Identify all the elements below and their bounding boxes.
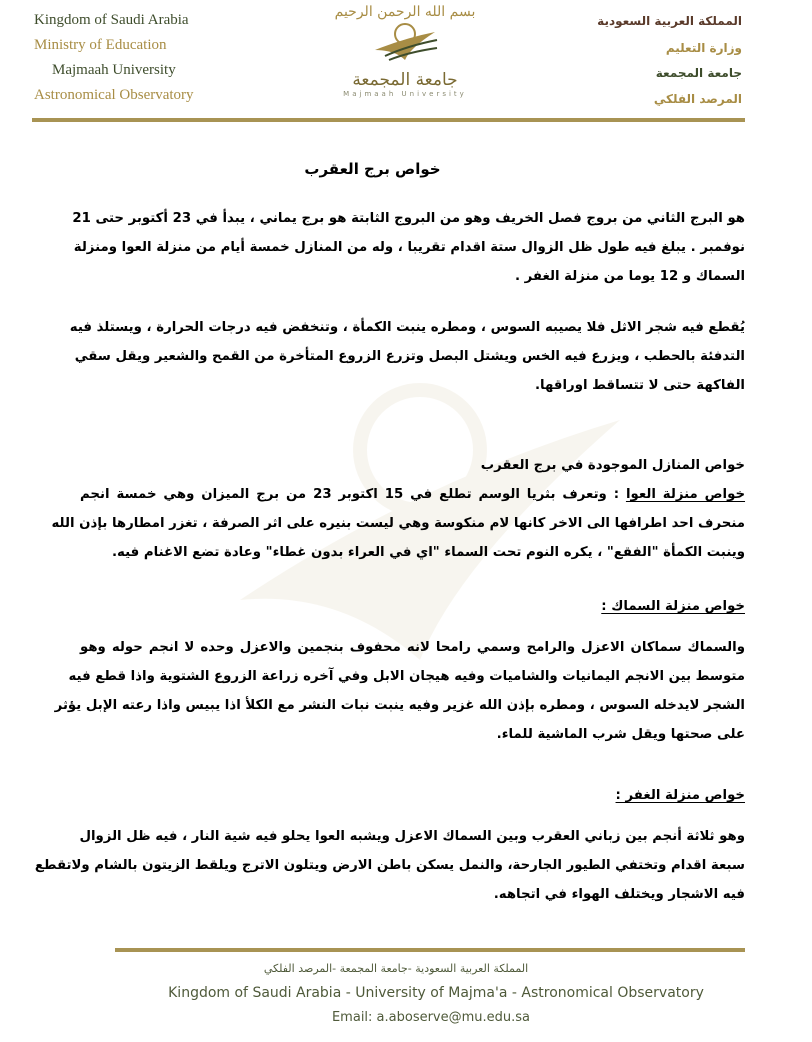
awwa-heading: خواص منزلة العوا	[625, 487, 746, 502]
text-line: والسماك سماكان الاعزل والرامح وسمي رامحا لانه محفوف بنجمين والاعزل وحده لا انجم حوله وهو	[80, 640, 745, 655]
text-line: على صحتها ويقل شرب الماشية للماء.	[496, 727, 745, 742]
header-ar-ministry: وزارة التعليم	[665, 41, 742, 55]
text-line: الفاكهة حتى لا تتساقط اوراقها.	[534, 378, 745, 393]
text-line: هو البرج الثاني من بروج فصل الخريف وهو من البروج الثابتة هو برج يماني ، يبدأ في 23 أكتوبر حتى 21	[72, 211, 745, 226]
footer-ar: المملكة العربية السعودية -جامعة المجمعة -المرصد الفلكي	[263, 962, 529, 975]
logo-name-en: Majmaah University	[343, 90, 467, 98]
ghafr-section	[34, 781, 745, 909]
awwa-first-line	[80, 480, 745, 509]
header-divider	[32, 118, 745, 122]
text-line: التدفئة بالحطب ، ويزرع فيه الخس ويشتل البصل وتزرع الزروع المتأخرة من القمح والشعير ويقل سقي	[74, 349, 745, 364]
header-en-ministry: Ministry of Education	[34, 37, 167, 53]
text-line: سبعة اقدام وتختفي الطيور الجارحة، والنمل يسكن باطن الارض ويتلون الاترج ويلقط الزيتون بالشام ولاتقطع	[34, 858, 745, 873]
text-line: : وتعرف بثريا الوسم تطلع في 15 اكتوبر 23 من برج الميزان وهي خمسة انجم	[80, 487, 626, 502]
university-logo	[330, 4, 480, 116]
text-line: وهو ثلاثة أنجم بين زباني العقرب وبين السماك الاعزل ويشبه العوا يحلو فيه شية النار ، فيه ظل الزوال	[79, 829, 745, 844]
header-ar-university: جامعة المجمعة	[655, 66, 742, 80]
page-title: خواص برج العقرب	[304, 160, 441, 178]
header-en-kingdom: Kingdom of Saudi Arabia	[34, 12, 189, 28]
mansions-heading: خواص المنازل الموجودة في برج العقرب	[480, 458, 745, 473]
footer-email: Email: a.aboserve@mu.edu.sa	[331, 1010, 531, 1025]
text-line: الشجر لايدخله السوس ، ومطره بإذن الله غزير وفيه ينبت نبات النشر مع الكلأ اذا يبيس واذا رعته الإبل يؤثر	[54, 698, 745, 713]
text-line: نوفمبر . يبلغ فيه طول ظل الزوال ستة اقدام تقريبا ، وله من المنازل خمسة أيام من منزلة العوا ومنزلة	[73, 240, 745, 255]
text-line: فيه الاشجار ويختلف الهواء في اتجاهه.	[493, 887, 745, 902]
text-line: وينبت الكمأة "الفقع" ، يكره النوم تحت السماء "اي في العراء بدون غطاء" وعادة تضع الاغنام فيه.	[111, 545, 745, 560]
footer-divider	[115, 948, 745, 952]
logo-name-ar: جامعة المجمعة	[352, 70, 458, 90]
header-en-university: Majmaah University	[52, 62, 176, 78]
basmala-calligraphy: بسم الله الرحمن الرحيم	[334, 4, 476, 20]
simak-heading: خواص منزلة السماك :	[601, 599, 745, 614]
header-en-observatory: Astronomical Observatory	[34, 87, 194, 103]
intro-paragraph-1	[72, 204, 745, 291]
footer-en: Kingdom of Saudi Arabia - University of Majma'a - Astronomical Observatory	[168, 985, 704, 1001]
intro-paragraph-2	[69, 313, 745, 400]
book-logo-icon	[365, 20, 445, 64]
mansions-section	[51, 451, 746, 567]
text-line: يُقطع فيه شجر الاثل فلا يصيبه السوس ، ومطره ينبت الكمأة ، وتنخفض فيه درجات الحرارة ، ويستلذ فيه	[69, 320, 745, 335]
text-line: منحرف احد اطرافها الى الاخر كانها لام منكوسة وهي ليست بنيره على اثر الصرفة ، تغزر امطارها بإذن الله	[51, 516, 745, 531]
ghafr-heading: خواص منزلة الغفر :	[615, 788, 745, 803]
header-ar-kingdom: المملكة العربية السعودية	[597, 14, 742, 28]
text-line: متوسط بين الانجم اليمانيات والشاميات وفيه هيجان الابل وفي آخره زراعة الزروع الشتوية واذا قطع فيه	[68, 669, 745, 684]
text-line: السماك و 12 يوما من منزلة الغفر .	[514, 269, 745, 284]
header-ar-observatory: المرصد الفلكي	[653, 92, 742, 106]
simak-section	[54, 592, 745, 749]
